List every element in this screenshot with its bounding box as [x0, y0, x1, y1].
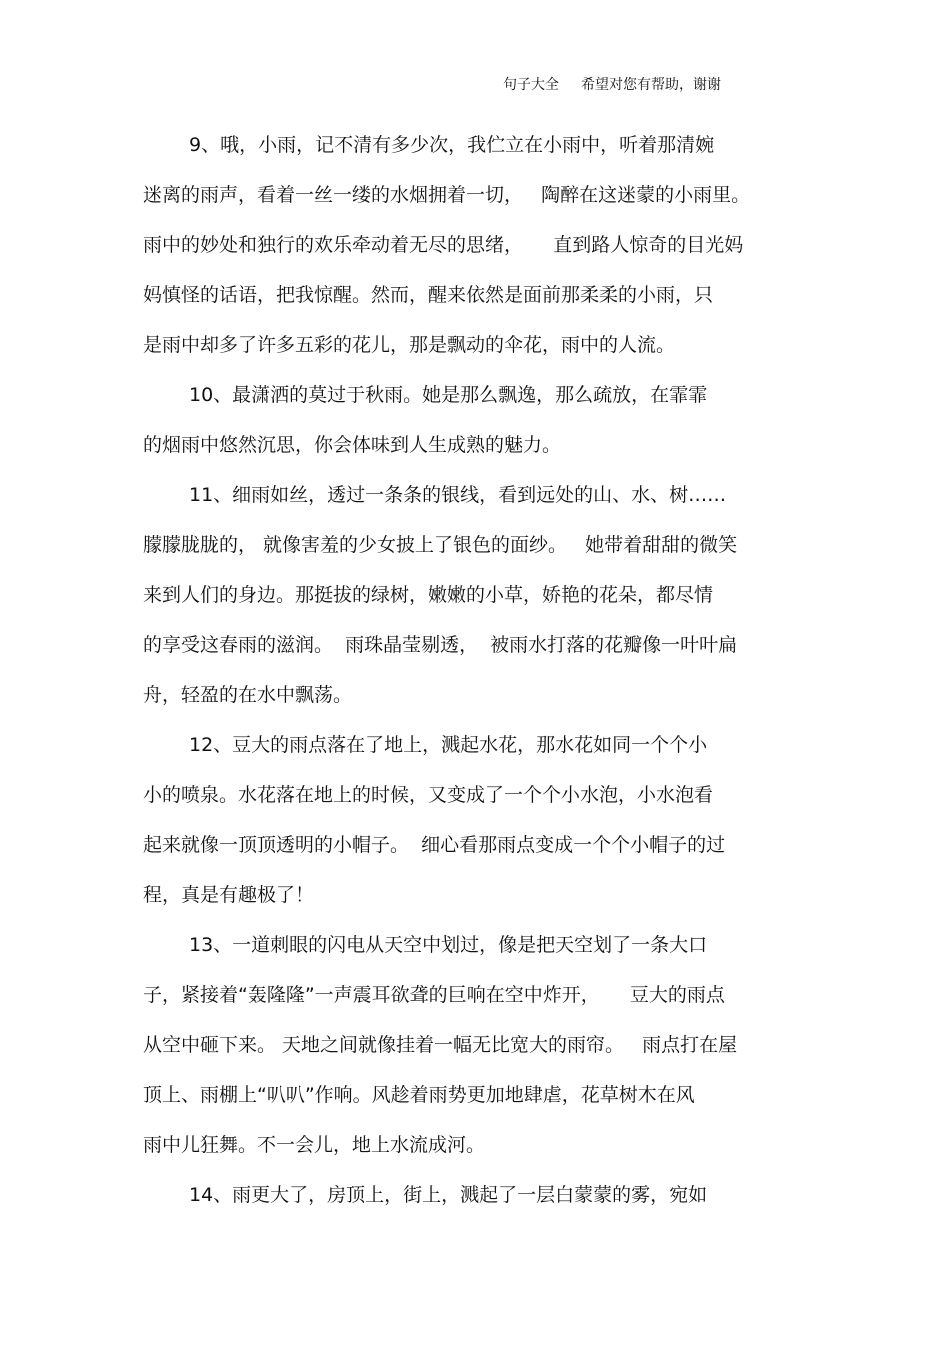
text-line: 的烟雨中悠然沉思，你会体味到人生成熟的魅力。 [143, 434, 562, 456]
text-line: 舟，轻盈的在水中飘荡。 [143, 684, 353, 706]
text-line: 14、雨更大了，房顶上，街上，溅起了一层白蒙蒙的雾，宛如 [189, 1184, 708, 1206]
text-line: 妈慎怪的话语，把我惊醒。然而，醒来依然是面前那柔柔的小雨，只 [143, 284, 714, 306]
header-right-text: 希望对您有帮助，谢谢 [581, 77, 721, 93]
text-line: 顶上、雨棚上“叭叭”作响。风趁着雨势更加地肆虐，花草树木在风 [143, 1084, 695, 1106]
text-line: 朦朦胧胧的， 就像害羞的少女披上了银色的面纱。 她带着甜甜的微笑 [143, 534, 738, 556]
text-line: 起来就像一顶顶透明的小帽子。 细心看那雨点变成一个个小帽子的过 [143, 834, 726, 856]
text-line: 9、哦，小雨，记不清有多少次，我伫立在小雨中，听着那清婉 [189, 134, 715, 156]
text-line: 来到人们的身边。那挺拔的绿树，嫩嫩的小草，娇艳的花朵，都尽情 [143, 584, 714, 606]
text-line: 13、一道刺眼的闪电从天空中划过，像是把天空划了一条大口 [189, 934, 708, 956]
header-left-text: 句子大全 [503, 77, 559, 93]
text-line: 10、最潇洒的莫过于秋雨。她是那么飘逸，那么疏放，在霏霏 [189, 384, 708, 406]
page-header [503, 74, 721, 94]
text-line: 雨中的妙处和独行的欢乐牵动着无尽的思绪， 直到路人惊奇的目光妈 [143, 234, 744, 256]
document-body [143, 128, 813, 1228]
text-line: 小的喷泉。水花落在地上的时候，又变成了一个个小水泡，小水泡看 [143, 784, 714, 806]
text-line: 12、豆大的雨点落在了地上，溅起水花，那水花如同一个个小 [189, 734, 708, 756]
text-line: 从空中砸下来。 天地之间就像挂着一幅无比宽大的雨帘。 雨点打在屋 [143, 1034, 738, 1056]
text-line: 的享受这春雨的滋润。 雨珠晶莹剔透， 被雨水打落的花瓣像一叶叶扁 [143, 634, 738, 656]
text-line: 迷离的雨声，看着一丝一缕的水烟拥着一切， 陶醉在这迷蒙的小雨里。 [143, 184, 751, 206]
text-line: 是雨中却多了许多五彩的花儿，那是飘动的伞花，雨中的人流。 [143, 334, 676, 356]
text-line: 11、细雨如丝，透过一条条的银线，看到远处的山、水、树…… [189, 484, 727, 506]
text-line: 子，紧接着“轰隆隆”一声震耳欲聋的巨响在空中炸开， 豆大的雨点 [143, 984, 725, 1006]
text-line: 雨中儿狂舞。不一会儿，地上水流成河。 [143, 1134, 486, 1156]
text-line: 程，真是有趣极了！ [143, 884, 315, 906]
